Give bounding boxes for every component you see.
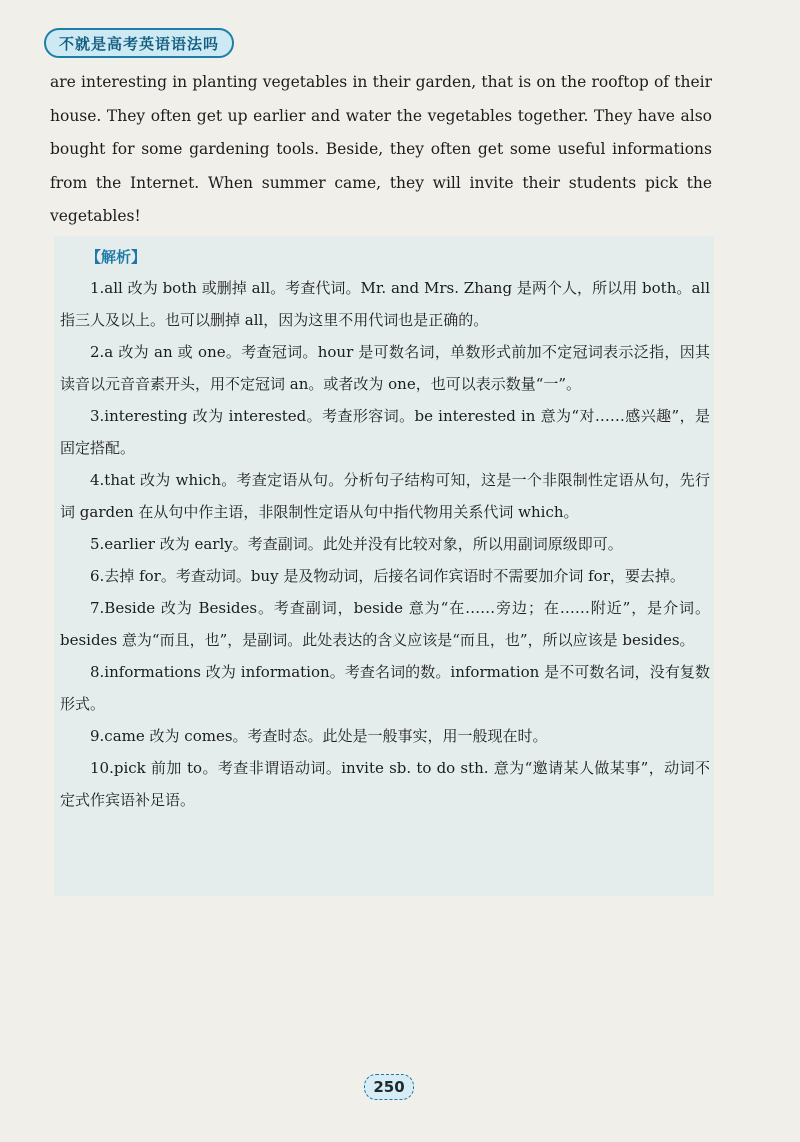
- page-number: 250: [373, 1078, 405, 1096]
- analysis-item-8: 8.informations 改为 information。考查名词的数。information 是不可数名词，没有复数形式。: [60, 663, 710, 713]
- analysis-item-9: 9.came 改为 comes。考查时态。此处是一般事实，用一般现在时。: [90, 727, 548, 745]
- analysis-item-7: 7.Beside 改为 Besides。考查副词，beside 意为“在……旁边；在……附近”，是介词。besides 意为“而且，也”，是副词。此处表达的含义应该是“而且，也”，所以应该是 besides。: [60, 599, 710, 649]
- analysis-item-10: 10.pick 前加 to。考查非谓语动词。invite sb. to do sth. 意为“邀请某人做某事”，动词不定式作宾语补足语。: [60, 759, 710, 809]
- passage-text-block: [50, 66, 712, 234]
- analysis-item-6: 6.去掉 for。考查动词。buy 是及物动词，后接名词作宾语时不需要加介词 for，要去掉。: [90, 567, 685, 585]
- analysis-item-2: 2.a 改为 an 或 one。考查冠词。hour 是可数名词，单数形式前加不定冠词表示泛指，因其读音以元音音素开头，用不定冠词 an。或者改为 one，也可以表示数量“一”。: [60, 343, 710, 393]
- page-number-badge: [364, 1074, 414, 1100]
- analysis-item-4: 4.that 改为 which。考查定语从句。分析句子结构可知，这是一个非限制性定语从句，先行词 garden 在从句中作主语，非限制性定语从句中指代物用关系代词 which。: [60, 471, 710, 521]
- passage-paragraph: are interesting in planting vegetables in their garden, that is on the rooftop of their house. They often get up earlier and water the vegetables together. They have also bought for some gardening tools. Beside, they often get some useful informations from the Internet. When summer came, they will invite their students pick the vegetables!: [50, 73, 712, 225]
- analysis-item-1: 1.all 改为 both 或删掉 all。考查代词。Mr. and Mrs. Zhang 是两个人，所以用 both。all 指三人及以上。也可以删掉 all，因为这里不用代词也是正确的。: [60, 279, 710, 329]
- analysis-section: [54, 236, 714, 896]
- analysis-item-5: 5.earlier 改为 early。考查副词。此处并没有比较对象，所以用副词原级即可。: [90, 535, 623, 553]
- book-title: 不就是高考英语语法吗: [58, 34, 219, 53]
- book-title-badge: [44, 28, 234, 58]
- analysis-title: 【解析】: [86, 248, 147, 266]
- analysis-item-3: 3.interesting 改为 interested。考查形容词。be interested in 意为“对……感兴趣”，是固定搭配。: [60, 407, 710, 457]
